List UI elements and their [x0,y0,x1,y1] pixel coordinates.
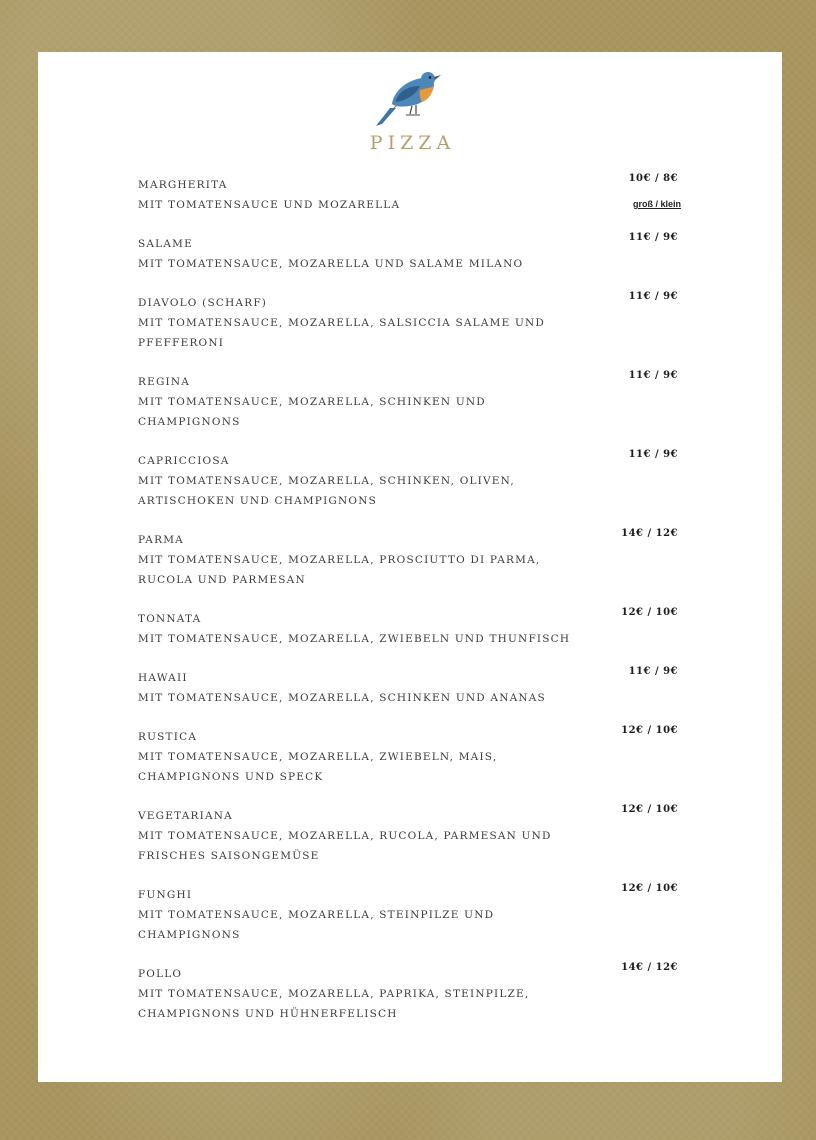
menu-item [138,175,698,215]
item-name: SALAME [138,238,193,250]
item-price: 10€ / 8€ [628,173,678,184]
menu-item [138,806,698,866]
item-price: 12€ / 10€ [621,607,678,618]
item-price: 11€ / 9€ [628,449,678,460]
item-price: 11€ / 9€ [628,232,678,243]
item-name: REGINA [138,376,191,388]
item-description: MIT TOMATENSAUCE, MOZARELLA, SCHINKEN UND CHAMPIGNONS [138,396,486,428]
item-price: 11€ / 9€ [628,291,678,302]
menu-sheet [38,52,782,1082]
item-description: MIT TOMATENSAUCE, MOZARELLA, ZWIEBELN UND THUNFISCH [138,633,571,645]
item-description: MIT TOMATENSAUCE UND MOZARELLA [138,199,401,211]
item-name: RUSTICA [138,731,198,743]
menu-list [138,175,698,1043]
menu-item [138,609,698,649]
item-name: CAPRICCIOSA [138,455,230,467]
item-name: MARGHERITA [138,179,228,191]
item-price: 12€ / 10€ [621,725,678,736]
item-name: POLLO [138,968,183,980]
item-description: MIT TOMATENSAUCE, MOZARELLA UND SALAME MILANO [138,258,524,270]
item-name: DIAVOLO (SCHARF) [138,297,268,309]
item-description: MIT TOMATENSAUCE, MOZARELLA, PROSCIUTTO DI PARMA, RUCOLA UND PARMESAN [138,554,541,586]
menu-item [138,451,698,511]
menu-item [138,668,698,708]
item-name: VEGETARIANA [138,810,233,822]
item-price: 12€ / 10€ [621,883,678,894]
page-title: PIZZA [369,132,456,154]
item-description: MIT TOMATENSAUCE, MOZARELLA, RUCOLA, PARMESAN UND FRISCHES SAISONGEMÜSE [138,830,552,862]
item-description: MIT TOMATENSAUCE, MOZARELLA, PAPRIKA, STEINPILZE, CHAMPIGNONS UND HÜHNERFELISCH [138,988,530,1020]
menu-item [138,372,698,432]
item-description: MIT TOMATENSAUCE, MOZARELLA, SCHINKEN UND ANANAS [138,692,546,704]
menu-item [138,727,698,787]
menu-item [138,234,698,274]
item-description: MIT TOMATENSAUCE, MOZARELLA, SCHINKEN, OLIVEN, ARTISCHOKEN UND CHAMPIGNONS [138,475,515,507]
item-name: TONNATA [138,613,202,625]
menu-item [138,293,698,353]
item-price: 12€ / 10€ [621,804,678,815]
item-description: MIT TOMATENSAUCE, MOZARELLA, SALSICCIA SALAME UND PFEFFERONI [138,317,546,349]
item-price: 14€ / 12€ [621,962,678,973]
item-name: PARMA [138,534,184,546]
item-price: 14€ / 12€ [621,528,678,539]
bluebird-icon [372,64,442,130]
size-note: groß / klein [632,199,681,209]
item-description: MIT TOMATENSAUCE, MOZARELLA, STEINPILZE UND CHAMPIGNONS [138,909,495,941]
item-price: 11€ / 9€ [628,370,678,381]
item-price: 11€ / 9€ [628,666,678,677]
menu-item [138,885,698,945]
item-name: FUNGHI [138,889,193,901]
item-description: MIT TOMATENSAUCE, MOZARELLA, ZWIEBELN, MAIS, CHAMPIGNONS UND SPECK [138,751,498,783]
menu-item [138,964,698,1024]
item-name: HAWAII [138,672,188,684]
menu-item [138,530,698,590]
